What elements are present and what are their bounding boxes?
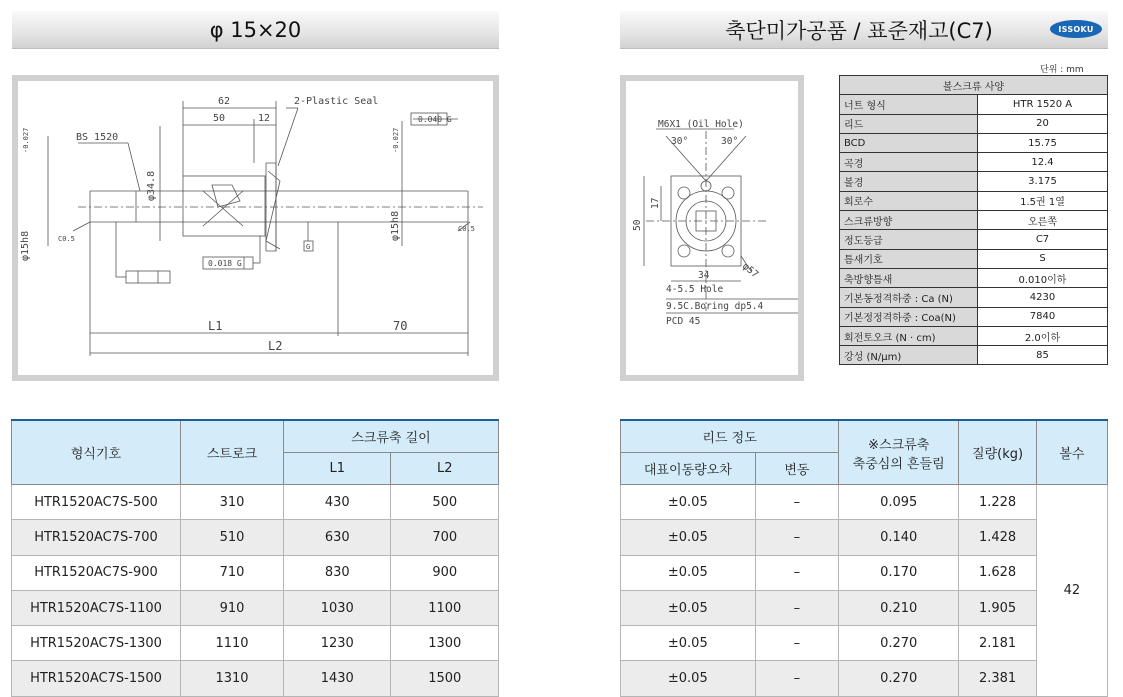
title-banner-left [12,11,499,49]
spec-value: 7840 [978,307,1108,326]
cell-runout: 0.140 [839,520,959,555]
table-row [621,661,1108,696]
cell-l1: 1430 [284,661,391,696]
cell-l2: 700 [391,520,499,555]
cell-variation: – [755,520,839,555]
flatness-callout: 0.018 G [208,259,242,268]
col-runout [839,420,959,485]
spec-row [840,307,1108,326]
cell-variation: – [755,626,839,661]
table-row [12,555,499,590]
spec-value: HTR 1520 A [978,95,1108,114]
cell-stroke: 910 [181,590,284,625]
datum-g: G [306,243,311,251]
spec-value: 20 [978,114,1108,133]
dim-phi-57: φ57 [740,260,761,281]
cell-variation: – [755,661,839,696]
col-screw-length: 스크류축 길이 [284,420,499,453]
cell-model: HTR1520AC7S-1300 [12,626,181,661]
spec-row [840,249,1108,268]
cell-variation: – [755,590,839,625]
dia-15-right: φ15h8 [390,210,401,241]
hole-note: 4-5.5 Hole [666,284,724,295]
dim-50-vertical: 50 [632,219,643,231]
spec-row [840,153,1108,172]
table-row [621,555,1108,590]
drawing-panel-screw [12,75,499,381]
col-variation: 변동 [755,453,839,485]
page-title-category: 축단미가공품 / 표준재고(C7) [725,18,993,43]
spec-value: S [978,249,1108,268]
spec-value: 1.5권 1열 [978,191,1108,210]
table-row [621,485,1108,520]
spec-label: 회로수 [840,191,978,210]
cell-variation: – [755,485,839,520]
cell-weight: 1.628 [959,555,1037,590]
table-row [12,485,499,520]
dim-l2: L2 [268,339,283,353]
spec-row [840,288,1108,307]
spec-row [840,172,1108,191]
spec-value: 15.75 [978,133,1108,152]
chamfer-right: C0.5 [458,225,475,233]
perf-table-body [621,485,1108,697]
table-row [621,590,1108,625]
dim-l1: L1 [208,319,223,333]
dia-15-left-tol: -0.027 [22,127,30,153]
table-row [12,590,499,625]
spec-value: 85 [978,346,1108,365]
chamfer-left: C0.5 [58,235,75,243]
cell-model: HTR1520AC7S-500 [12,485,181,520]
unit-label: 단위 : mm [1040,65,1084,75]
spec-label: 너트 형식 [840,95,978,114]
col-stroke: 스트로크 [181,420,284,485]
col-runout-line2: 축중심의 흔들림 [852,456,945,472]
col-balls: 볼수 [1036,420,1107,485]
plastic-seal-label: 2-Plastic Seal [294,96,379,107]
spec-label: 리드 [840,114,978,133]
col-l2: L2 [391,453,499,485]
cell-stroke: 510 [181,520,284,555]
spec-label: 정도등급 [840,230,978,249]
spec-value: C7 [978,230,1108,249]
cell-l2: 500 [391,485,499,520]
dim-34: 34 [698,270,710,281]
col-l1: L1 [284,453,391,485]
cell-model: HTR1520AC7S-900 [12,555,181,590]
col-rep-error: 대표이동량오차 [621,453,756,485]
dia-34: φ34.8 [146,170,157,201]
cell-l2: 1300 [391,626,499,661]
cell-l2: 1100 [391,590,499,625]
spec-label: 기본정정격하중 : Coa(N) [840,307,978,326]
brand-logo: ISSOKU [1050,20,1102,38]
cell-l2: 900 [391,555,499,590]
dim-17: 17 [650,197,661,209]
spec-value: 0.010이하 [978,268,1108,287]
model-table-body [12,485,499,697]
col-runout-line1: ※스크류축 [868,437,930,453]
table-row [12,661,499,696]
spec-row [840,230,1108,249]
angle-right: 30° [721,136,739,147]
dim-70: 70 [393,319,408,333]
cell-model: HTR1520AC7S-1100 [12,590,181,625]
cell-rep-error: ±0.05 [621,590,756,625]
spec-row [840,211,1108,230]
cell-balls: 42 [1036,485,1107,697]
spec-value: 12.4 [978,153,1108,172]
spec-label: 곡경 [840,153,978,172]
spec-value: 3.175 [978,172,1108,191]
model-table [11,419,499,697]
spec-label: 스크류방향 [840,211,978,230]
spec-value: 4230 [978,288,1108,307]
cell-runout: 0.170 [839,555,959,590]
perf-table [620,419,1108,697]
oil-hole-label: M6X1 (Oil Hole) [658,119,744,130]
dia-15-left: φ15h8 [20,230,31,261]
spec-label: 볼경 [840,172,978,191]
dia-15-right-tol: -0.027 [392,127,400,153]
cell-stroke: 710 [181,555,284,590]
cell-l1: 830 [284,555,391,590]
bs-label: BS 1520 [76,132,119,143]
cell-stroke: 1110 [181,626,284,661]
cell-rep-error: ±0.05 [621,626,756,661]
page-title-size: φ 15×20 [209,17,302,42]
screw-drawing [18,81,493,375]
angle-left: 30° [671,136,689,147]
cell-l1: 430 [284,485,391,520]
spec-row [840,326,1108,345]
cell-l1: 1030 [284,590,391,625]
cell-rep-error: ±0.05 [621,520,756,555]
table-row [12,626,499,661]
col-weight: 질량(kg) [959,420,1037,485]
cell-runout: 0.095 [839,485,959,520]
cell-model: HTR1520AC7S-1500 [12,661,181,696]
spec-table-body [840,95,1108,365]
table-row [621,626,1108,661]
cell-weight: 2.381 [959,661,1037,696]
cell-l1: 1230 [284,626,391,661]
spec-value: 오른쪽 [978,211,1108,230]
cell-runout: 0.210 [839,590,959,625]
cell-rep-error: ±0.05 [621,485,756,520]
spec-row [840,114,1108,133]
cell-l2: 1500 [391,661,499,696]
col-model: 형식기호 [12,420,181,485]
cell-model: HTR1520AC7S-700 [12,520,181,555]
cell-weight: 2.181 [959,626,1037,661]
runout-callout: 0.040 G [418,115,452,124]
cell-stroke: 1310 [181,661,284,696]
spec-label: 강성 (N/μm) [840,346,978,365]
boring-note: 9.5C.Boring dp5.4 [666,301,764,312]
cell-stroke: 310 [181,485,284,520]
spec-table [839,75,1108,365]
cell-runout: 0.270 [839,626,959,661]
spec-row [840,95,1108,114]
col-lead-accuracy: 리드 정도 [621,420,839,453]
dim-62: 62 [218,96,231,107]
drawing-panel-flange [620,75,804,381]
table-row [621,520,1108,555]
cell-weight: 1.228 [959,485,1037,520]
spec-row [840,346,1108,365]
spec-row [840,133,1108,152]
cell-rep-error: ±0.05 [621,555,756,590]
dim-50: 50 [213,113,226,124]
cell-runout: 0.270 [839,661,959,696]
spec-label: BCD [840,133,978,152]
cell-l1: 630 [284,520,391,555]
title-banner-right [620,11,1108,49]
spec-label: 축방향틈새 [840,268,978,287]
spec-table-title: 볼스크류 사양 [840,76,1108,95]
spec-label: 틈새기호 [840,249,978,268]
cell-variation: – [755,555,839,590]
spec-row [840,191,1108,210]
cell-weight: 1.428 [959,520,1037,555]
table-row [12,520,499,555]
cell-weight: 1.905 [959,590,1037,625]
flange-drawing [626,81,798,375]
cell-rep-error: ±0.05 [621,661,756,696]
dim-12: 12 [258,113,271,124]
spec-label: 회전토오크 (N · cm) [840,326,978,345]
spec-label: 기본동정격하중 : Ca (N) [840,288,978,307]
spec-value: 2.0이하 [978,326,1108,345]
spec-row [840,268,1108,287]
pcd-note: PCD 45 [666,316,701,327]
